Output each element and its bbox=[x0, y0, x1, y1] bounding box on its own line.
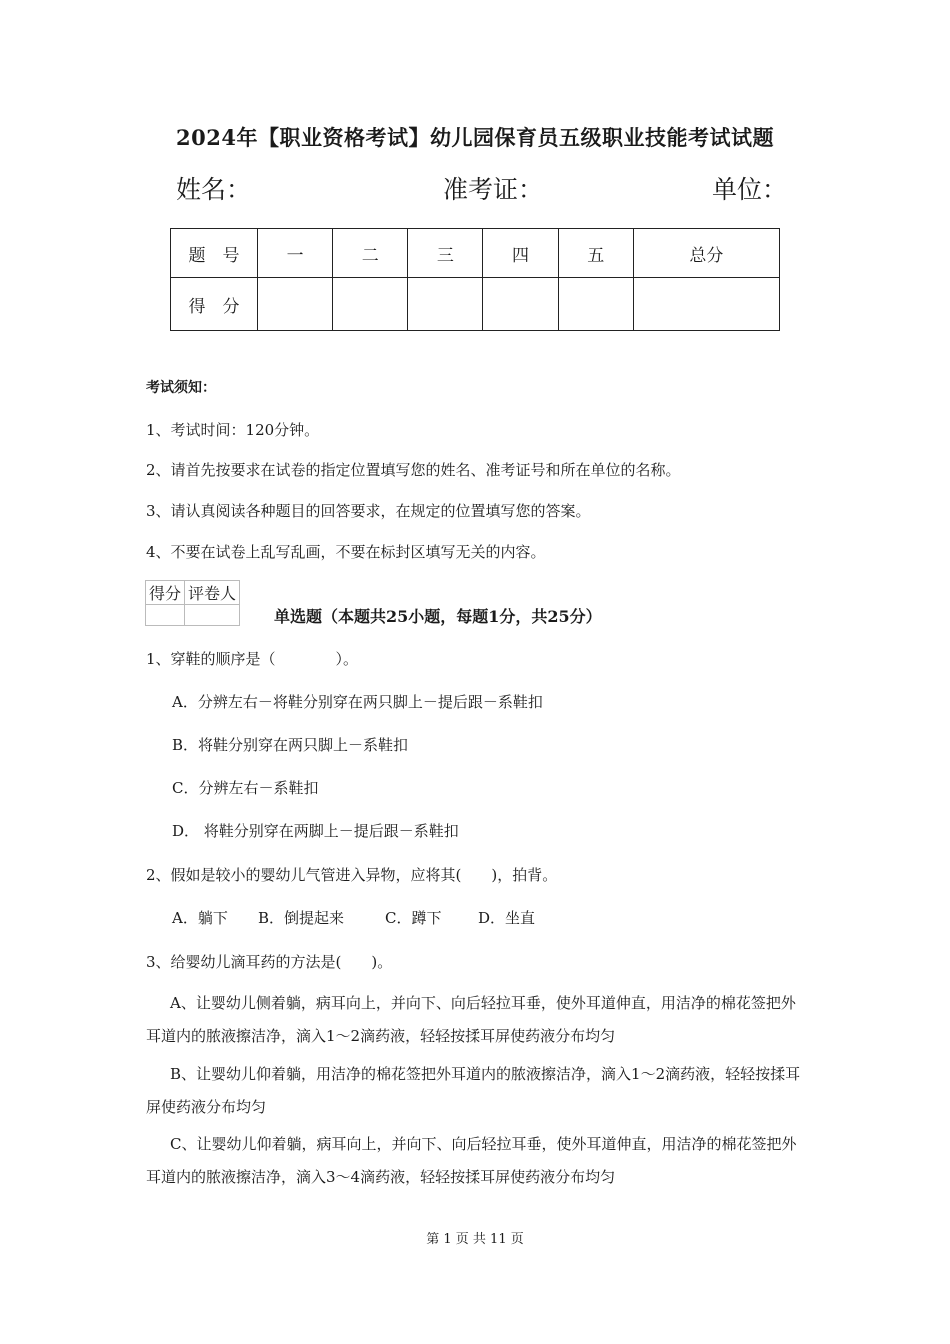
unit-label: 单位： bbox=[712, 175, 788, 204]
score-cell bbox=[258, 278, 333, 331]
score-table-header-cell: 一 bbox=[258, 229, 333, 278]
exam-number-label: 准考证： bbox=[443, 175, 544, 204]
question-option: C．分辨左右－系鞋扣 bbox=[172, 779, 319, 797]
score-table-header-cell: 题 号 bbox=[171, 229, 258, 278]
question-option: A．分辨左右－将鞋分别穿在两只脚上－提后跟－系鞋扣 bbox=[172, 693, 543, 711]
question-option: A、让婴幼儿侧着躺，病耳向上，并向下、向后轻拉耳垂，使外耳道伸直，用洁净的棉花签把外耳道内的脓液擦洁净，滴入1～2滴药液，轻轻按揉耳屏使药液分布均匀 bbox=[146, 994, 796, 1045]
score-cell bbox=[558, 278, 633, 331]
section-title: 单选题（本题共25小题，每题1分，共25分） bbox=[274, 607, 602, 626]
page-title: 2024年【职业资格考试】幼儿园保育员五级职业技能考试试题 bbox=[176, 125, 774, 150]
question-option: C．蹲下 bbox=[385, 909, 442, 927]
notice-item: 3、请认真阅读各种题目的回答要求，在规定的位置填写您的答案。 bbox=[146, 502, 591, 520]
notice-title: 考试须知： bbox=[146, 380, 216, 396]
score-table-header-cell: 三 bbox=[408, 229, 483, 278]
score-cell bbox=[483, 278, 558, 331]
score-cell bbox=[633, 278, 779, 331]
score-table-score-row bbox=[171, 278, 780, 331]
score-cell bbox=[333, 278, 408, 331]
question-stem: 1、穿鞋的顺序是（ ）。 bbox=[146, 650, 359, 668]
question-option: B．倒提起来 bbox=[258, 909, 345, 927]
grader-score-label: 得分 bbox=[146, 581, 185, 605]
question-option: C、让婴幼儿仰着躺，病耳向上，并向下、向后轻拉耳垂，使外耳道伸直，用洁净的棉花签把外耳道内的脓液擦洁净，滴入3～4滴药液，轻轻按揉耳屏使药液分布均匀 bbox=[146, 1135, 797, 1186]
score-row-label: 得 分 bbox=[171, 278, 258, 331]
score-table-header-cell: 二 bbox=[333, 229, 408, 278]
question-stem: 2、假如是较小的婴幼儿气管进入异物，应将其( )，拍背。 bbox=[146, 866, 558, 884]
score-table-header-cell: 总分 bbox=[633, 229, 779, 278]
name-label: 姓名： bbox=[176, 175, 252, 204]
grader-reviewer-cell bbox=[185, 605, 240, 626]
notice-item: 4、不要在试卷上乱写乱画，不要在标封区填写无关的内容。 bbox=[146, 543, 546, 561]
score-table-header-cell: 五 bbox=[558, 229, 633, 278]
score-cell bbox=[408, 278, 483, 331]
score-table-header-cell: 四 bbox=[483, 229, 558, 278]
question-option: A．躺下 bbox=[172, 909, 228, 927]
score-table-header-row bbox=[171, 229, 780, 278]
grader-box bbox=[145, 580, 240, 626]
page-footer: 第 1 页 共 11 页 bbox=[426, 1232, 524, 1247]
question-option: B．将鞋分别穿在两只脚上－系鞋扣 bbox=[172, 736, 409, 754]
score-table bbox=[170, 228, 780, 331]
question-option: B、让婴幼儿仰着躺，用洁净的棉花签把外耳道内的脓液擦洁净，滴入1～2滴药液，轻轻按揉耳屏使药液分布均匀 bbox=[146, 1065, 801, 1116]
grader-score-cell bbox=[146, 605, 185, 626]
notice-item: 1、考试时间：120分钟。 bbox=[146, 421, 320, 439]
grader-reviewer-label: 评卷人 bbox=[185, 581, 240, 605]
question-option: D．坐直 bbox=[478, 909, 536, 927]
question-option: D． 将鞋分别穿在两脚上－提后跟－系鞋扣 bbox=[172, 822, 459, 840]
notice-item: 2、请首先按要求在试卷的指定位置填写您的姓名、准考证号和所在单位的名称。 bbox=[146, 461, 681, 479]
question-stem: 3、给婴幼儿滴耳药的方法是( )。 bbox=[146, 953, 393, 971]
